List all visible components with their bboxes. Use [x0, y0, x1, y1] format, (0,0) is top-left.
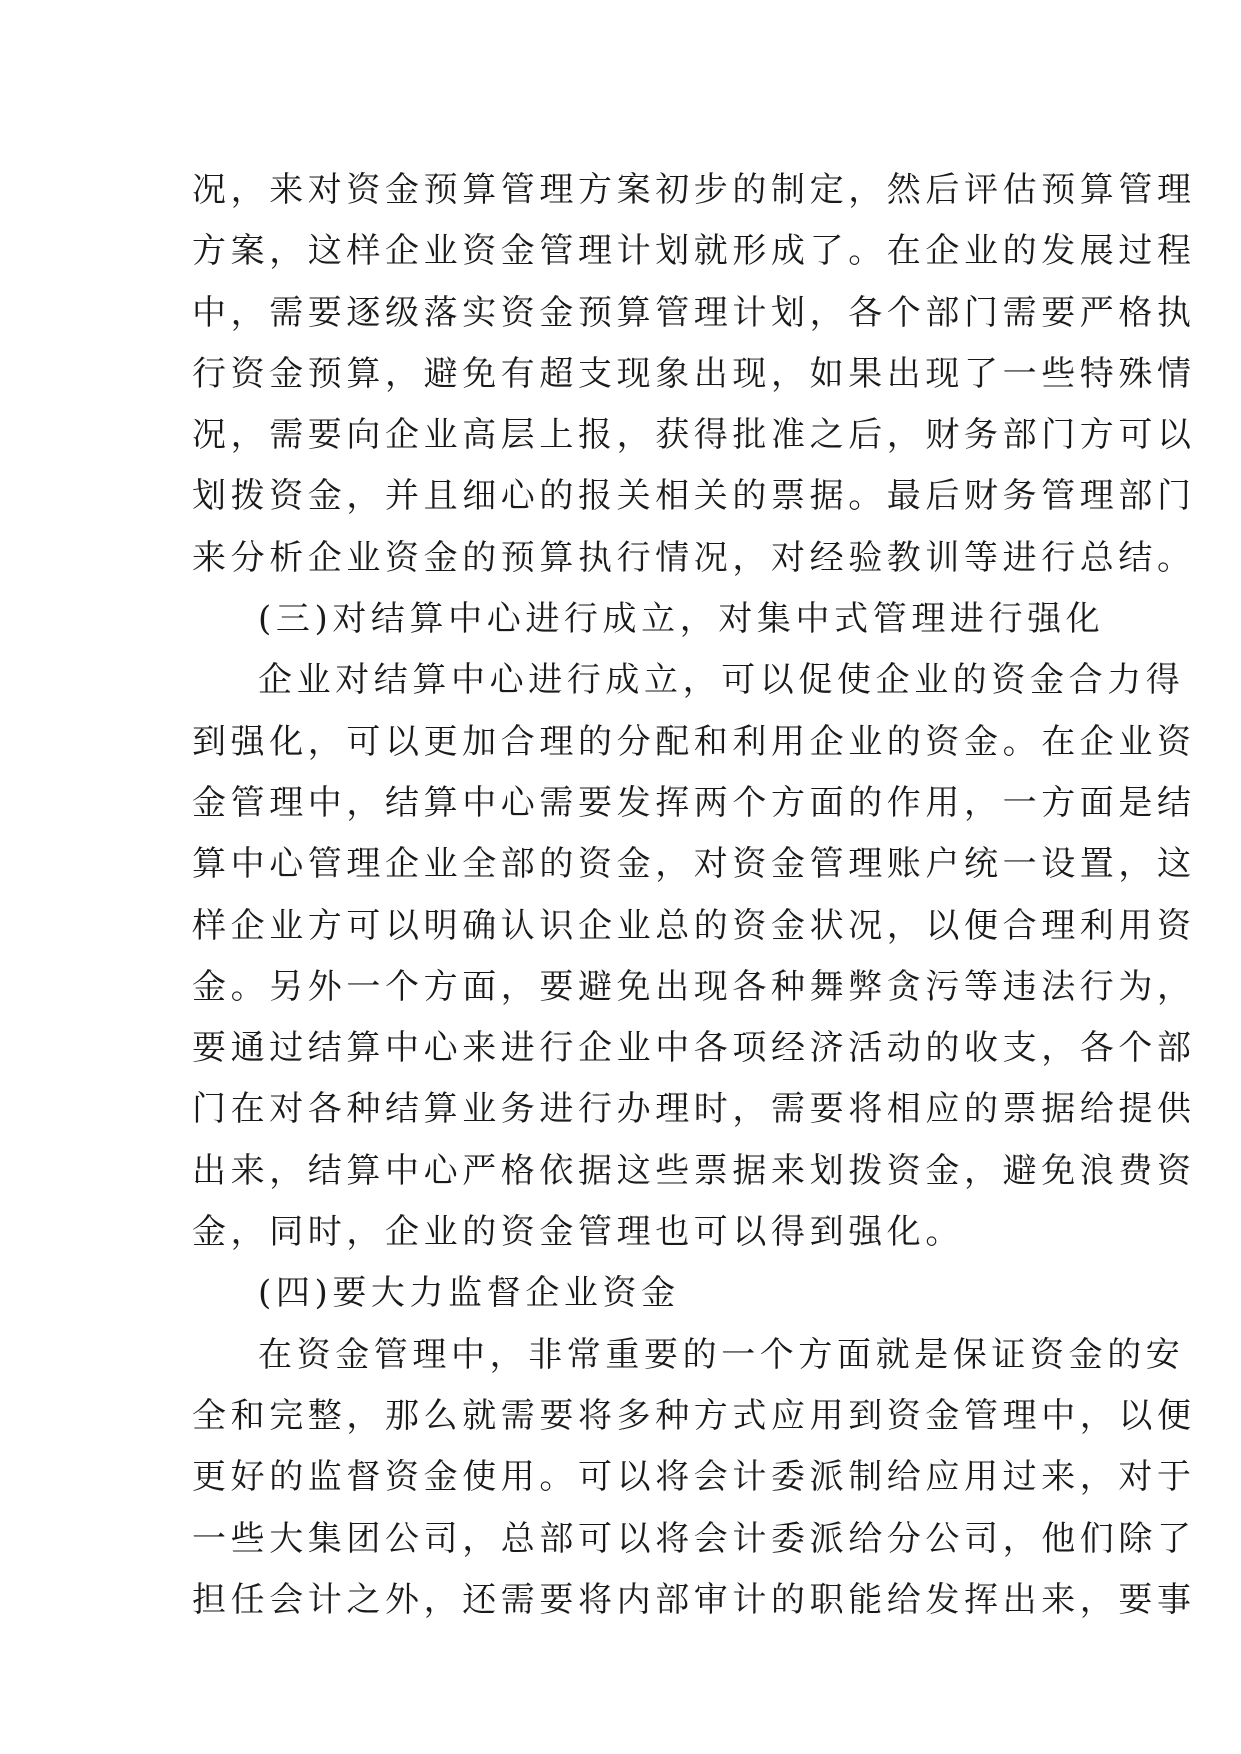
paragraph-line: 金管理中，结算中心需要发挥两个方面的作用，一方面是结 — [192, 782, 1196, 823]
paragraph-line: 来分析企业资金的预算执行情况，对经验教训等进行总结。 — [192, 537, 1196, 578]
paragraph-line: 企业对结算中心进行成立，可以促使企业的资金合力得 — [258, 660, 1185, 701]
paragraph-line: 方案，这样企业资金管理计划就形成了。在企业的发展过程 — [192, 231, 1196, 272]
paragraph-line: 算中心管理企业全部的资金，对资金管理账户统一设置，这 — [192, 844, 1196, 885]
paragraph-line: 中，需要逐级落实资金预算管理计划，各个部门需要严格执 — [192, 292, 1196, 333]
paragraph-line: 样企业方可以明确认识企业总的资金状况，以便合理利用资 — [192, 905, 1196, 946]
paragraph-line: 担任会计之外，还需要将内部审计的职能给发挥出来，要事 — [192, 1579, 1196, 1620]
paragraph-line: 划拨资金，并且细心的报关相关的票据。最后财务管理部门 — [192, 476, 1196, 517]
paragraph-line: 金，同时，企业的资金管理也可以得到强化。 — [192, 1212, 964, 1253]
paragraph-line: 况，需要向企业高层上报，获得批准之后，财务部门方可以 — [192, 415, 1196, 456]
paragraph-line: 一些大集团公司，总部可以将会计委派给分公司，他们除了 — [192, 1518, 1196, 1559]
paragraph-line: 全和完整，那么就需要将多种方式应用到资金管理中，以便 — [192, 1395, 1196, 1436]
paragraph-line: 更好的监督资金使用。可以将会计委派制给应用过来，对于 — [192, 1457, 1196, 1498]
section-heading: (三)对结算中心进行成立，对集中式管理进行强化 — [258, 599, 1105, 640]
paragraph-line: 行资金预算，避免有超支现象出现，如果出现了一些特殊情 — [192, 353, 1196, 394]
paragraph-line: 门在对各种结算业务进行办理时，需要将相应的票据给提供 — [192, 1089, 1196, 1130]
paragraph-line: 出来，结算中心严格依据这些票据来划拨资金，避免浪费资 — [192, 1150, 1196, 1191]
section-heading: (四)要大力监督企业资金 — [258, 1273, 680, 1314]
paragraph-line: 在资金管理中，非常重要的一个方面就是保证资金的安 — [258, 1334, 1185, 1375]
paragraph-line: 金。另外一个方面，要避免出现各种舞弊贪污等违法行为， — [192, 966, 1196, 1007]
document-body — [192, 160, 1196, 1631]
paragraph-line: 要通过结算中心来进行企业中各项经济活动的收支，各个部 — [192, 1028, 1196, 1069]
paragraph-line: 况，来对资金预算管理方案初步的制定，然后评估预算管理 — [192, 170, 1196, 210]
paragraph-line: 到强化，可以更加合理的分配和利用企业的资金。在企业资 — [192, 721, 1196, 762]
